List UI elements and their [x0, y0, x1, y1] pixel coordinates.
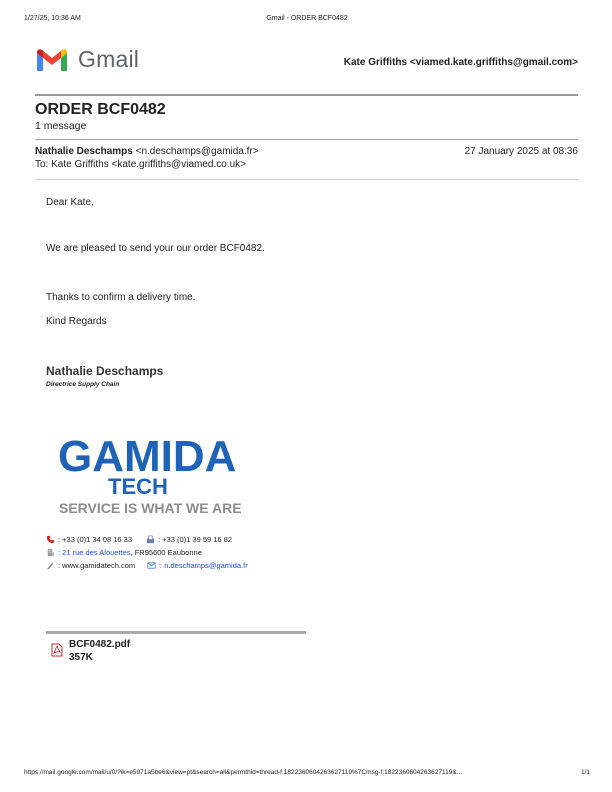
contact-phone-row [46, 535, 232, 544]
pen-icon [46, 561, 55, 570]
print-header [24, 15, 590, 22]
email-prefix: : [159, 561, 162, 570]
logo-tagline-text: SERVICE IS WHAT WE ARE [59, 500, 242, 516]
gamida-tech-logo [56, 426, 248, 518]
attachment-name[interactable]: BCF0482.pdf [69, 639, 131, 650]
message-divider [35, 179, 578, 180]
closing: Kind Regards [46, 316, 107, 327]
fax-number: : +33 (0)1 39 59 16 82 [158, 535, 233, 544]
print-title: Gmail - ORDER BCF0482 [266, 15, 348, 22]
greeting: Dear Kate, [46, 197, 94, 208]
print-page-number: 1/1 [580, 769, 590, 776]
account-email: Kate Griffiths <viamed.kate.griffiths@gmail.com> [343, 57, 578, 68]
body-line-1: We are pleased to send your our order BCF0482. [46, 243, 265, 254]
body-line-2: Thanks to confirm a delivery time. [46, 292, 196, 303]
gmail-m-icon [35, 47, 69, 73]
signature-name: Nathalie Deschamps [46, 364, 164, 378]
email-link[interactable]: n.deschamps@gamida.fr [164, 561, 248, 570]
address-rest: , FR95600 Eaubonne [130, 548, 202, 557]
logo-tech-text: TECH [108, 474, 168, 499]
website[interactable]: : www.gamidatech.com [58, 561, 136, 570]
sender-email[interactable]: <n.deschamps@gamida.fr> [135, 146, 259, 157]
sender-name: Nathalie Deschamps [35, 146, 133, 157]
print-datetime: 1/27/25, 10:36 AM [24, 15, 81, 22]
sender-line [35, 146, 259, 157]
pdf-icon [51, 643, 63, 657]
message-count: 1 message [35, 120, 87, 132]
building-icon [46, 548, 55, 557]
contact-address-row [46, 548, 202, 557]
header-divider [35, 94, 578, 96]
attachment-divider [46, 631, 306, 634]
message-date: 27 January 2025 at 08:36 [464, 146, 578, 157]
print-footer [24, 769, 590, 776]
gmail-logo[interactable] [35, 46, 139, 73]
fax-icon [146, 535, 155, 544]
contact-web-row [46, 561, 248, 570]
address-link[interactable]: : 21 rue des Alouettes [58, 548, 131, 557]
subject-divider [35, 139, 578, 140]
signature-title: Directrice Supply Chain [46, 381, 120, 388]
gmail-wordmark: Gmail [78, 46, 140, 72]
logo-gamida-text: GAMIDA [58, 432, 237, 481]
recipient-line: To: Kate Griffiths <kate.griffiths@viamed.co.uk> [35, 159, 246, 170]
phone-icon [46, 535, 55, 544]
thread-subject: ORDER BCF0482 [35, 101, 166, 118]
print-url: https://mail.google.com/mail/u/0/?ik=e5971a5be6&view=pt&search=all&permthid=thread-f:1822360604263627119%7Cmsg-f:1822360604263627119&... [24, 769, 463, 776]
attachment-size: 357K [69, 652, 93, 663]
phone-number: : +33 (0)1 34 08 16 33 [58, 535, 133, 544]
email-icon [147, 561, 156, 570]
